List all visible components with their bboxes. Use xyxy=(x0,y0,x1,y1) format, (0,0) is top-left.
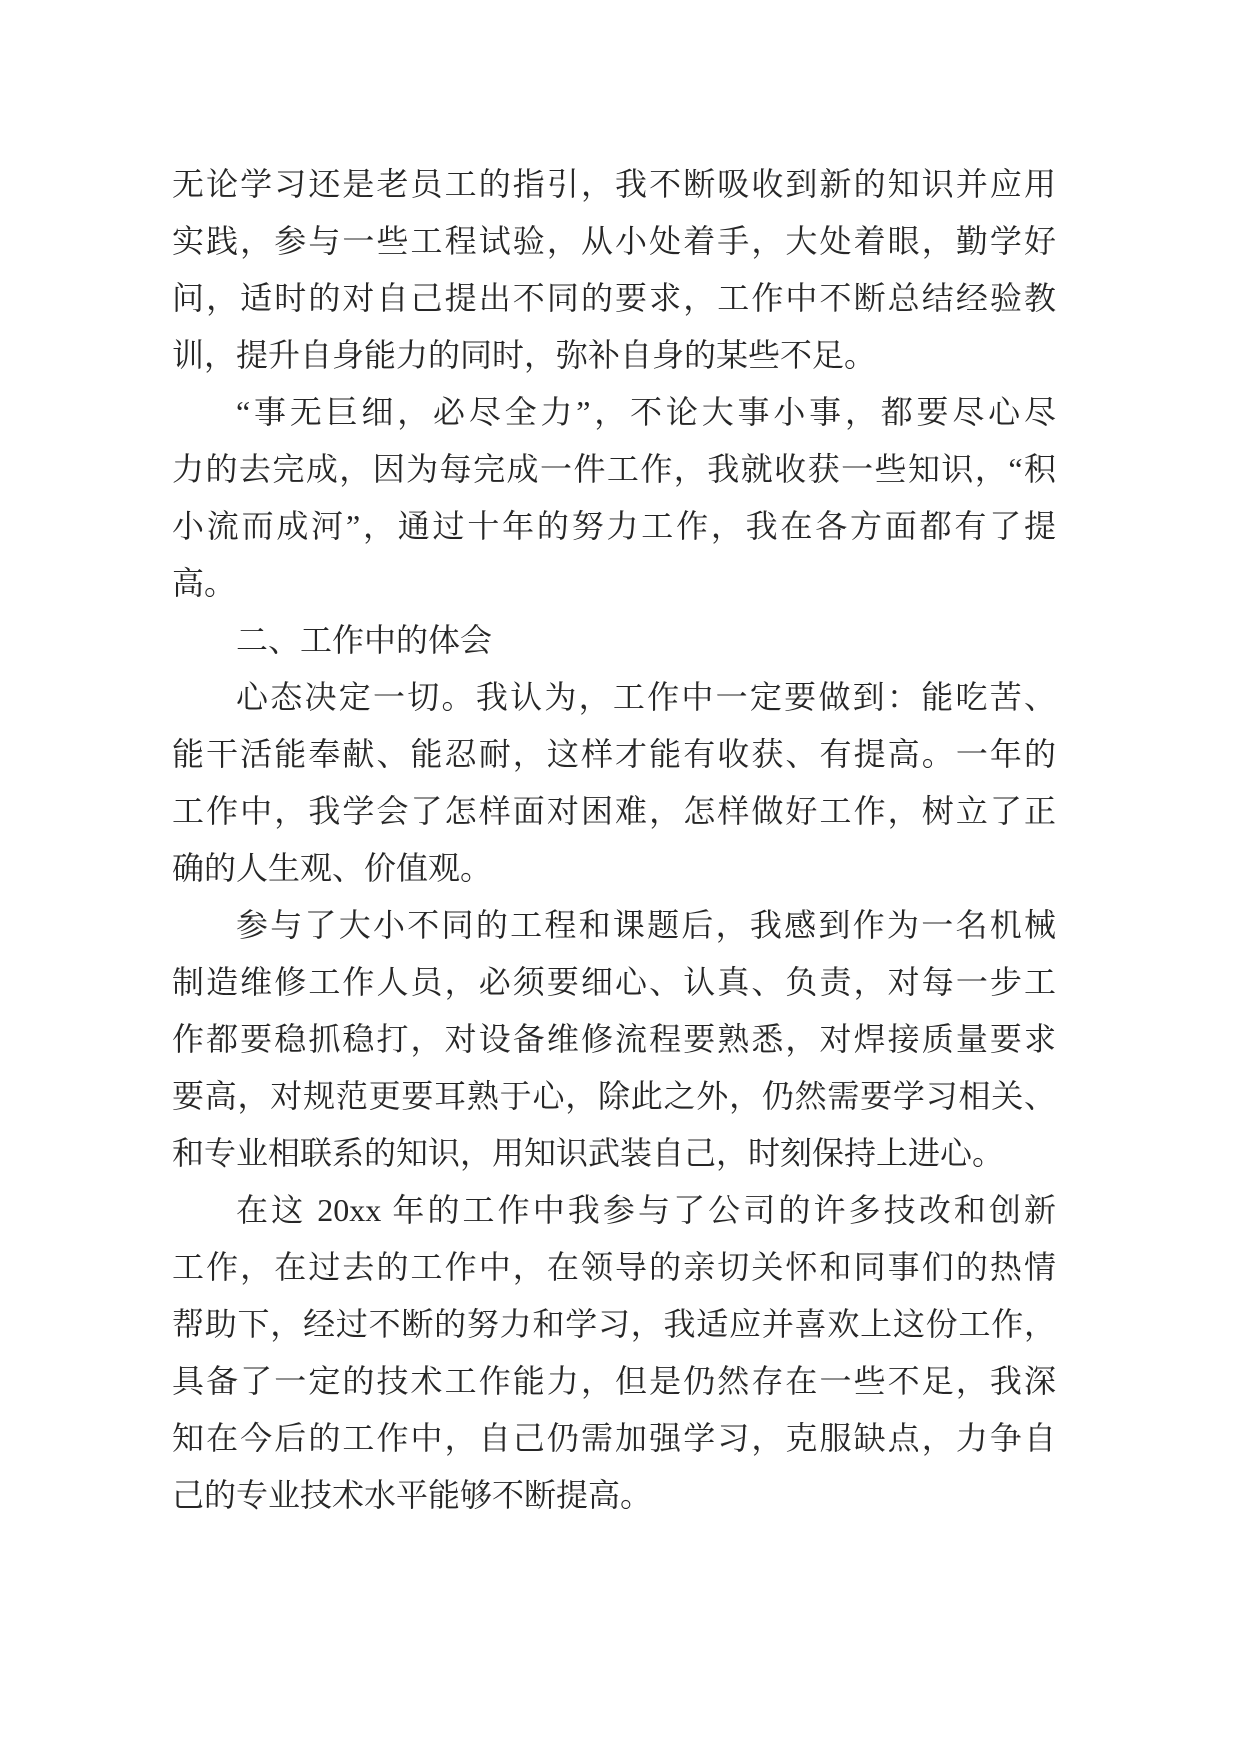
paragraph xyxy=(172,156,1056,384)
text-line: 小流而成河”，通过十年的努力工作，我在各方面都有了提 xyxy=(172,508,1056,544)
text-line: 问，适时的对自己提出不同的要求，工作中不断总结经验教 xyxy=(172,280,1056,316)
paragraph xyxy=(172,897,1056,1182)
document-text xyxy=(172,156,1056,1524)
text-line: 工作中，我学会了怎样面对困难，怎样做好工作，树立了正 xyxy=(172,793,1056,829)
text-line: 具备了一定的技术工作能力，但是仍然存在一些不足，我深 xyxy=(172,1363,1056,1399)
heading-line: 二、工作中的体会 xyxy=(236,622,493,658)
section-heading xyxy=(172,612,1056,669)
text-line: 实践，参与一些工程试验，从小处着手，大处着眼，勤学好 xyxy=(172,223,1056,259)
text-line: 高。 xyxy=(172,565,237,601)
text-line: 确的人生观、价值观。 xyxy=(172,850,493,886)
paragraph xyxy=(172,1182,1056,1524)
text-line: 己的专业技术水平能够不断提高。 xyxy=(172,1477,653,1513)
text-line: 知在今后的工作中，自己仍需加强学习，克服缺点，力争自 xyxy=(172,1420,1056,1456)
text-line: 和专业相联系的知识，用知识武装自己，时刻保持上进心。 xyxy=(172,1135,1005,1171)
text-line: 制造维修工作人员，必须要细心、认真、负责，对每一步工 xyxy=(172,964,1056,1000)
text-line: “事无巨细，必尽全力”，不论大事小事，都要尽心尽 xyxy=(236,394,1056,430)
text-line: 作都要稳抓稳打，对设备维修流程要熟悉，对焊接质量要求 xyxy=(172,1021,1056,1057)
text-line: 心态决定一切。我认为，工作中一定要做到：能吃苦、 xyxy=(236,679,1056,715)
text-line: 力的去完成，因为每完成一件工作，我就收获一些知识，“积 xyxy=(172,451,1056,487)
text-line: 要高，对规范更要耳熟于心，除此之外，仍然需要学习相关、 xyxy=(172,1078,1056,1114)
text-line: 无论学习还是老员工的指引，我不断吸收到新的知识并应用 xyxy=(172,166,1056,202)
text-line: 工作，在过去的工作中，在领导的亲切关怀和同事们的热情 xyxy=(172,1249,1056,1285)
text-line: 参与了大小不同的工程和课题后，我感到作为一名机械 xyxy=(236,907,1056,943)
text-line: 能干活能奉献、能忍耐，这样才能有收获、有提高。一年的 xyxy=(172,736,1056,772)
text-line: 帮助下，经过不断的努力和学习，我适应并喜欢上这份工作， xyxy=(172,1306,1056,1342)
text-line: 在这 20xx 年的工作中我参与了公司的许多技改和创新 xyxy=(236,1192,1056,1228)
paragraph xyxy=(172,384,1056,612)
paragraph xyxy=(172,669,1056,897)
text-line: 训，提升自身能力的同时，弥补自身的某些不足。 xyxy=(172,337,877,373)
